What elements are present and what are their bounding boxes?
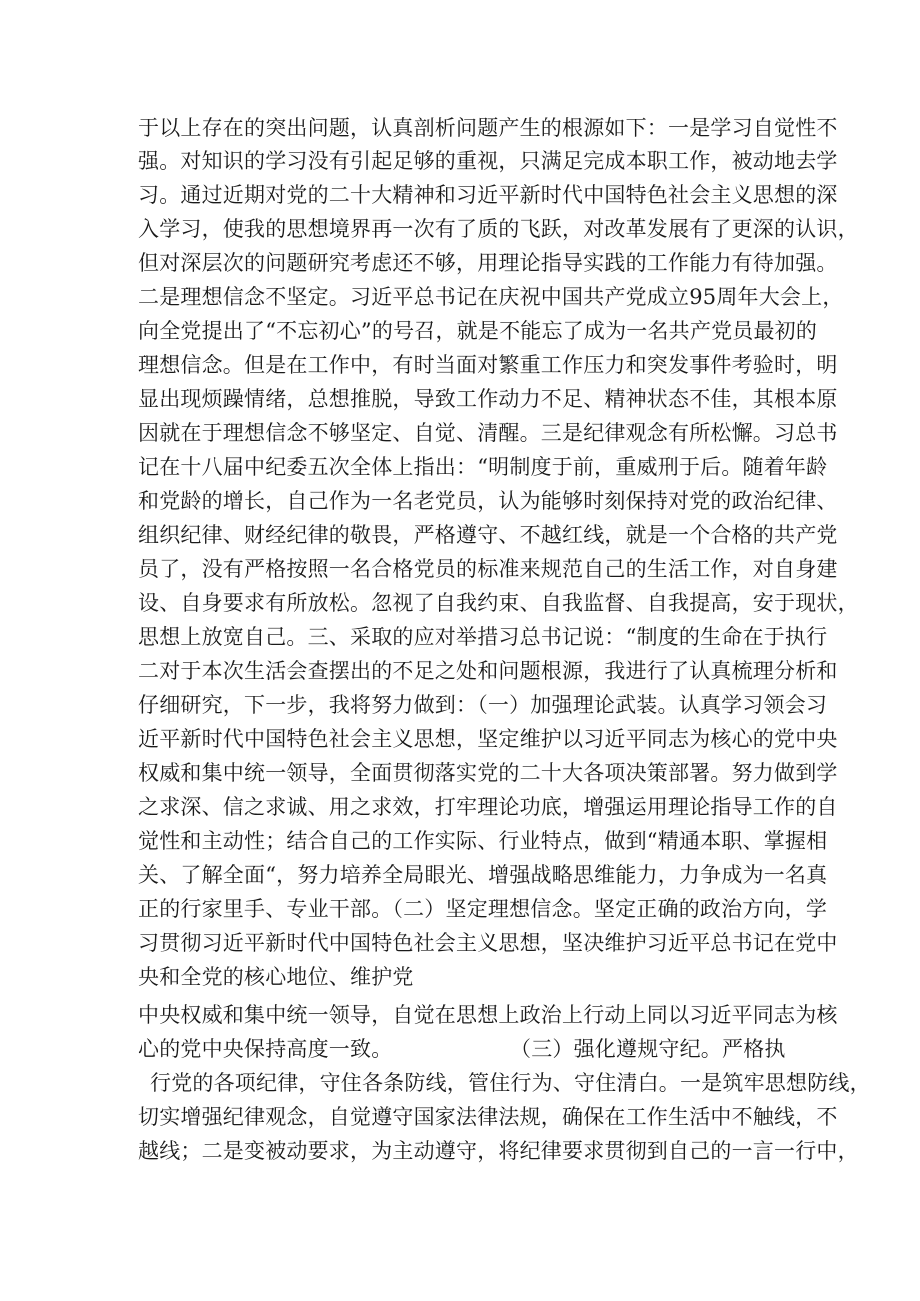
text-line: 因就在于理想信念不够坚定、自觉、清醒。三是纪律观念有所松懈。习总书 bbox=[138, 421, 838, 445]
text-line: 之求深、信之求诚、用之求效，打牢理论功底，增强运用理论指导工作的自 bbox=[138, 795, 838, 819]
text-line: 越线；二是变被动要求，为主动遵守，将纪律要求贯彻到自己的一言一行中， bbox=[138, 1139, 859, 1163]
text-line: 中央权威和集中统一领导，自觉在思想上政治上行动上同以习近平同志为核 bbox=[138, 1003, 838, 1027]
text-segment: 心的党中央保持高度一致。 bbox=[138, 1037, 393, 1061]
text-line: 近平新时代中国特色社会主义思想，坚定维护以习近平同志为核心的党中央 bbox=[138, 727, 838, 751]
text-line: 思想上放宽自己。三、采取的应对举措习总书记说：“制度的生命在于执行 bbox=[138, 625, 828, 649]
text-line: 觉性和主动性；结合自己的工作实际、行业特点，做到“精通本职、掌握相 bbox=[138, 829, 828, 853]
text-line: 设、自身要求有所放松。忽视了自我约束、自我监督、自我提高，安于现状， bbox=[138, 591, 859, 615]
text-line: 向全党提出了“不忘初心”的号召，就是不能忘了成为一名共产党员最初的 bbox=[138, 319, 818, 343]
text-line: 于以上存在的突出问题，认真剖析问题产生的根源如下：一是学习自觉性不 bbox=[138, 116, 838, 140]
text-line: 显出现烦躁情绪，总想推脱，导致工作动力不足、精神状态不佳，其根本原 bbox=[138, 387, 838, 411]
text-line: 仔细研究，下一步，我将努力做到：（一）加强理论武装。认真学习领会习 bbox=[138, 693, 828, 717]
text-line: 记在十八届中纪委五次全体上指出：“明制度于前，重威刑于后。随着年龄 bbox=[138, 455, 828, 479]
text-line: 习贯彻习近平新时代中国特色社会主义思想，坚决维护习近平总书记在党中 bbox=[138, 931, 838, 955]
text-line: 但对深层次的问题研究考虑还不够，用理论指导实践的工作能力有待加强。 bbox=[138, 251, 838, 275]
text-line: 入学习，使我的思想境界再一次有了质的飞跃，对改革发展有了更深的认识， bbox=[138, 217, 859, 241]
text-line: 权威和集中统一领导，全面贯彻落实党的二十大各项决策部署。努力做到学 bbox=[138, 761, 838, 785]
text-line: 二对于本次生活会查摆出的不足之处和问题根源，我进行了认真梳理分析和 bbox=[138, 659, 838, 683]
text-line: 二是理想信念不坚定。习近平总书记在庆祝中国共产党成立95周年大会上， bbox=[138, 285, 844, 309]
text-line: 行党的各项纪律，守住各条防线，管住行为、守住清白。一是筑牢思想防线， bbox=[150, 1071, 871, 1095]
text-line: 组织纪律、财经纪律的敬畏，严格遵守、不越红线，就是一个合格的共产党 bbox=[138, 523, 838, 547]
text-line-split bbox=[138, 1034, 798, 1064]
text-segment: （三）强化遵规守纪。严格执 bbox=[510, 1037, 786, 1061]
text-line: 和党龄的增长，自己作为一名老党员，认为能够时刻保持对党的政治纪律、 bbox=[138, 489, 838, 513]
text-line: 正的行家里手、专业干部。（二）坚定理想信念。坚定正确的政治方向，学 bbox=[138, 897, 828, 921]
text-line: 理想信念。但是在工作中，有时当面对繁重工作压力和突发事件考验时，明 bbox=[138, 353, 838, 377]
text-line: 央和全党的核心地位、维护党 bbox=[138, 965, 414, 989]
text-line: 习。通过近期对党的二十大精神和习近平新时代中国特色社会主义思想的深 bbox=[138, 183, 838, 207]
text-line: 关、了解全面“，努力培养全局眼光、增强战略思维能力，力争成为一名真 bbox=[138, 863, 828, 887]
text-line: 切实增强纪律观念，自觉遵守国家法律法规，确保在工作生活中不触线，不 bbox=[138, 1105, 838, 1129]
text-line: 强。对知识的学习没有引起足够的重视，只满足完成本职工作，被动地去学 bbox=[138, 149, 838, 173]
text-line: 员了，没有严格按照一名合格党员的标准来规范自己的生活工作，对自身建 bbox=[138, 557, 838, 581]
